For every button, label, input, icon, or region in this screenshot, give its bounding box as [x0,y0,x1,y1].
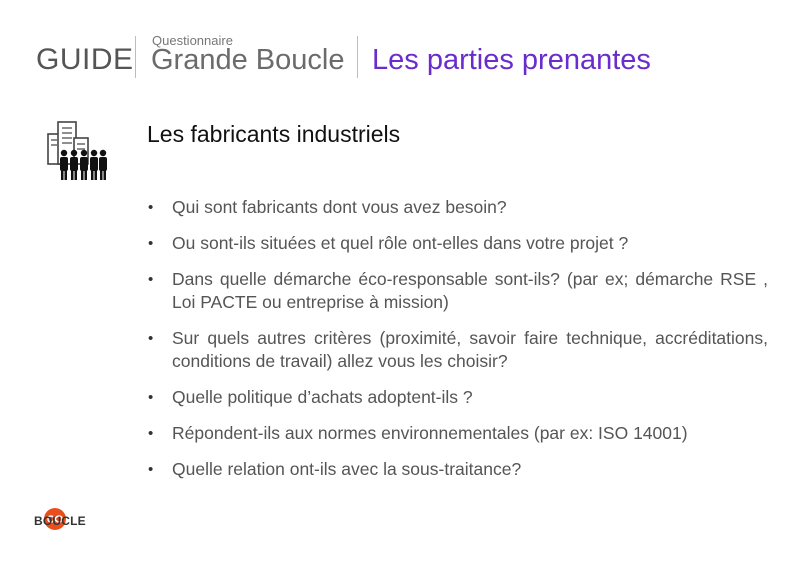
questionnaire-title: Grande Boucle [151,44,345,76]
bullet-icon: • [148,199,154,216]
bullet-icon: • [148,235,154,252]
question-text: Qui sont fabricants dont vous avez besoin? [172,197,507,217]
office-buildings-people-icon [44,120,110,182]
header-divider [357,36,358,78]
question-text: Dans quelle démarche éco-responsable sont-ils? (par ex; démarche RSE , Loi PACTE ou entreprise à mission) [172,269,768,312]
question-item [148,196,768,219]
question-item [148,422,768,445]
question-text: Ou sont-ils situées et quel rôle ont-elles dans votre projet ? [172,233,629,253]
bullet-icon: • [148,425,154,442]
questionnaire-label: Questionnaire [152,33,233,48]
question-item [148,386,768,409]
bullet-icon: • [148,271,154,288]
question-text: Répondent-ils aux normes environnementales (par ex: ISO 14001) [172,423,688,443]
section-title: Les parties prenantes [372,44,651,76]
question-item [148,327,768,373]
guide-label: GUIDE [36,43,134,76]
logo-text: BOUCLE [34,514,86,528]
question-text: Quelle relation ont-ils avec la sous-traitance? [172,459,522,479]
question-text: Quelle politique d’achats adoptent-ils ? [172,387,473,407]
bullet-icon: • [148,330,154,347]
bullet-icon: • [148,389,154,406]
question-item [148,232,768,255]
question-item [148,268,768,314]
question-list [148,196,768,494]
header-divider [135,36,136,78]
question-item [148,458,768,481]
question-text: Sur quels autres critères (proximité, savoir faire technique, accréditations, conditions de travail) allez vous les choisir? [172,328,768,371]
header [0,0,799,90]
content-heading: Les fabricants industriels [147,121,401,147]
boucle-logo [34,506,124,536]
bullet-icon: • [148,461,154,478]
